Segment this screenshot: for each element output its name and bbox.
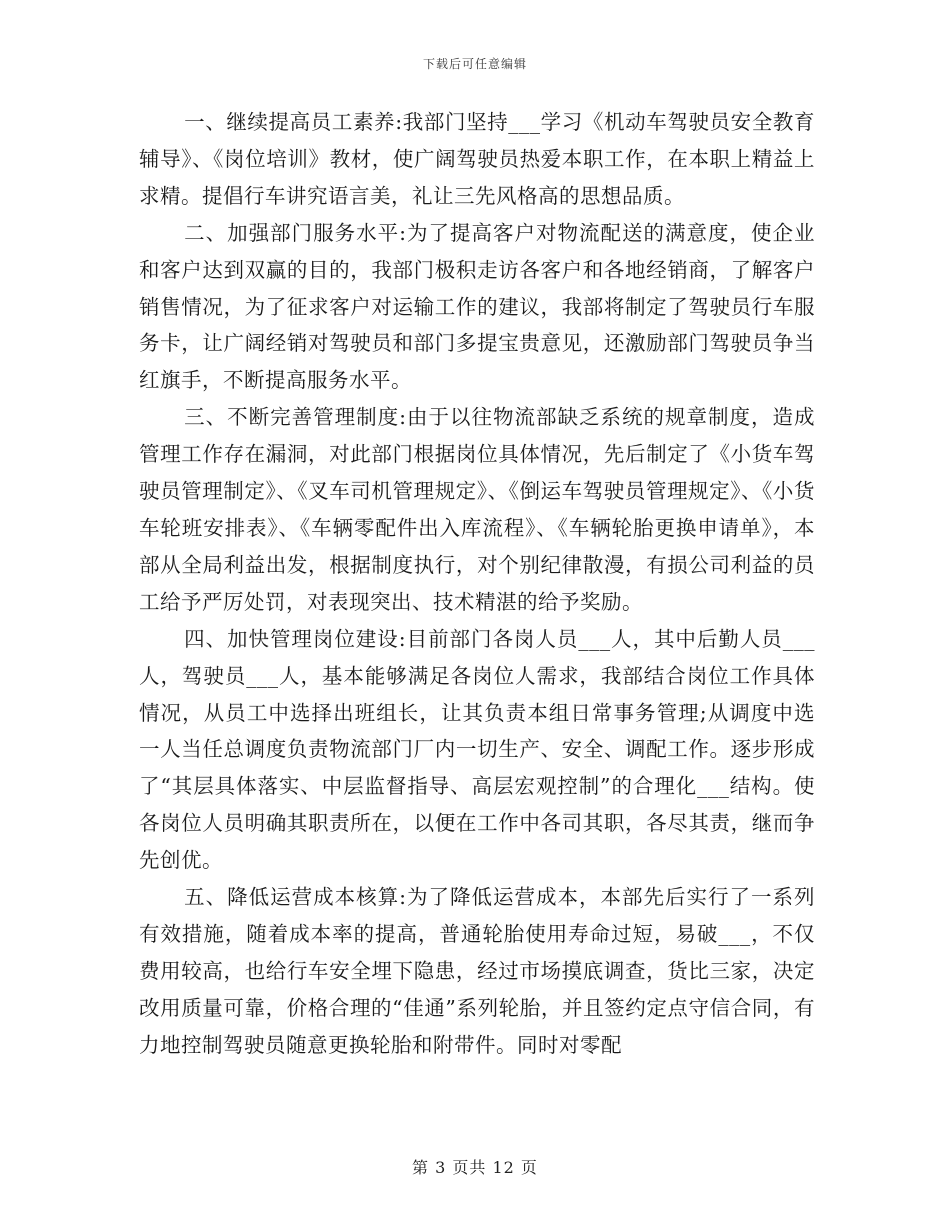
- page-header: 下载后可任意编辑: [422, 57, 527, 71]
- paragraph-1: 一、继续提高员工素养:我部门坚持___学习《机动车驾驶员安全教育辅导》、《岗位培训》教材，使广阔驾驶员热爱本职工作，在本职上精益上求精。提倡行车讲究语言美，礼让三先风格高的思想品质。: [139, 110, 815, 208]
- paragraph-2: 二、加强部门服务水平:为了提高客户对物流配送的满意度，使企业和客户达到双赢的目的，我部门极积走访各客户和各地经销商，了解客户销售情况，为了征求客户对运输工作的建议，我部将制定了驾驶员行车服务卡，让广阔经销对驾驶员和部门多提宝贵意见，还激励部门驾驶员争当红旗手，不断提高服务水平。: [139, 220, 815, 393]
- paragraph-3: 三、不断完善管理制度:由于以往物流部缺乏系统的规章制度，造成管理工作存在漏洞，对此部门根据岗位具体情况，先后制定了《小货车驾驶员管理制定》、《叉车司机管理规定》、《倒运车驾驶员管理规定》、《小货车轮班安排表》、《车辆零配件出入库流程》、《车辆轮胎更换申请单》，本部从全局利益出发，根据制度执行，对个别纪律散漫，有损公司利益的员工给予严厉处罚，对表现突出、技术精湛的给予奖励。: [139, 405, 815, 614]
- page-footer: 第 3 页共 12 页: [412, 1158, 538, 1177]
- document-body: [139, 104, 815, 1064]
- paragraph-5: 五、降低运营成本核算:为了降低运营成本，本部先后实行了一系列有效措施，随着成本率的提高，普通轮胎使用寿命过短，易破___，不仅费用较高，也给行车安全埋下隐患，经过市场摸底调查，货比三家，决定改用质量可靠，价格合理的“佳通”系列轮胎，并且签约定点守信合同，有力地控制驾驶员随意更换轮胎和附带件。同时对零配: [139, 885, 815, 1057]
- paragraph-4: 四、加快管理岗位建设:目前部门各岗人员___人，其中后勤人员___人，驾驶员___人，基本能够满足各岗位人需求，我部结合岗位工作具体情况，从员工中选择出班组长，让其负责本组日常事务管理;从调度中选一人当任总调度负责物流部门厂内一切生产、安全、调配工作。逐步形成了“其层具体落实、中层监督指导、高层宏观控制”的合理化___结构。使各岗位人员明确其职责所在，以便在工作中各司其职，各尽其责，继而争先创优。: [139, 626, 815, 873]
